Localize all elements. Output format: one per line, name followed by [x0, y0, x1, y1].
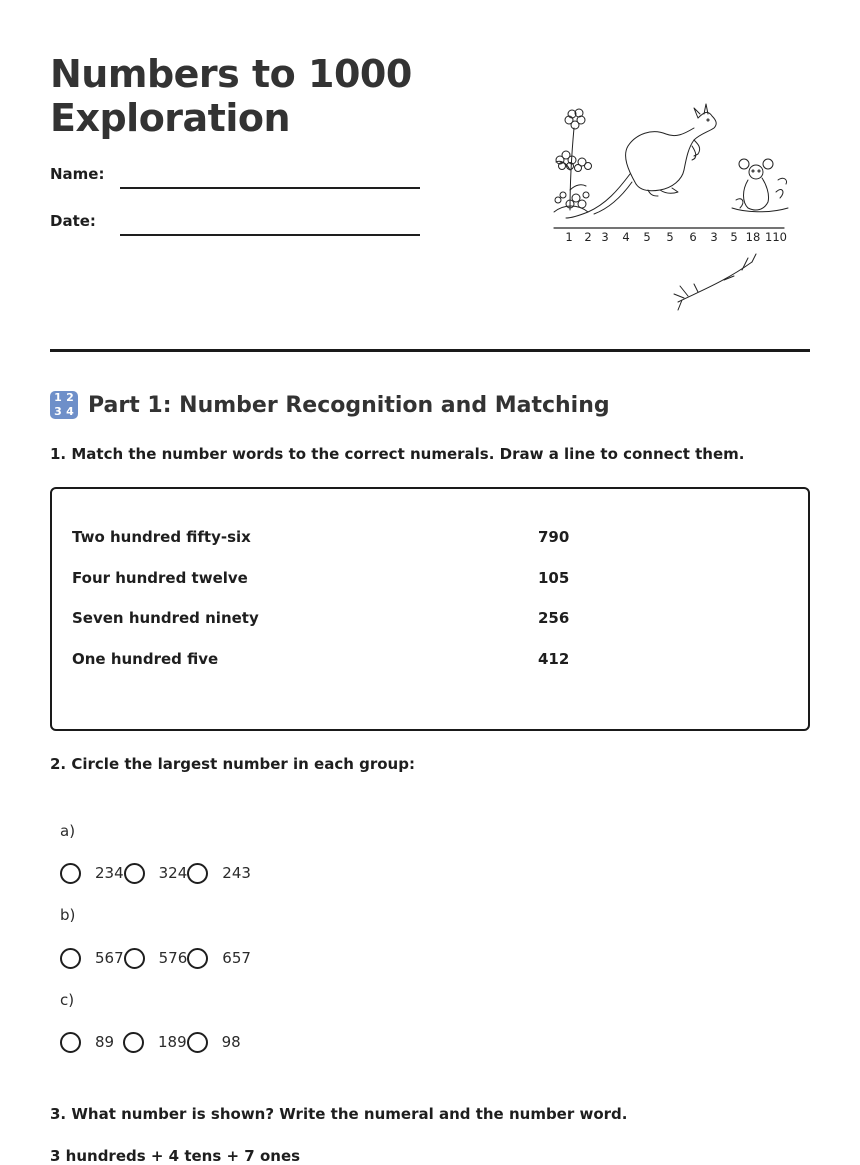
numbers-icon: 1 2 3 4 — [50, 391, 78, 419]
numberline-label: 5 — [666, 230, 674, 244]
number-word[interactable]: One hundred five — [72, 650, 219, 668]
circle-choice-icon[interactable] — [187, 948, 208, 969]
option[interactable]: 189 — [123, 1032, 187, 1053]
part1-heading-text: Part 1: Number Recognition and Matching — [88, 392, 610, 418]
numberline-label: 2 — [584, 230, 592, 244]
options-group-a — [60, 860, 267, 886]
name-field-line[interactable] — [120, 187, 420, 189]
circle-choice-icon[interactable] — [60, 1032, 81, 1053]
kangaroo-numberline-illustration — [548, 100, 798, 315]
matching-box — [50, 487, 810, 731]
group-label-a: a) — [60, 822, 76, 840]
header-divider — [50, 349, 810, 352]
number-word[interactable]: Four hundred twelve — [72, 569, 248, 587]
circle-choice-icon[interactable] — [187, 863, 208, 884]
option[interactable]: 243 — [187, 863, 251, 884]
circle-choice-icon[interactable] — [60, 948, 81, 969]
option[interactable]: 576 — [124, 948, 188, 969]
numeral[interactable]: 412 — [538, 650, 570, 668]
match-row — [72, 569, 788, 591]
circle-choice-icon[interactable] — [124, 948, 145, 969]
option[interactable]: 98 — [187, 1032, 250, 1053]
numberline-label: 3 — [710, 230, 718, 244]
option[interactable]: 324 — [124, 863, 188, 884]
question-3-expression: 3 hundreds + 4 tens + 7 ones — [50, 1147, 301, 1165]
circle-choice-icon[interactable] — [187, 1032, 208, 1053]
group-label-b: b) — [60, 906, 76, 924]
title-line-1: Numbers to 1000 — [50, 52, 412, 96]
options-group-c — [60, 1029, 266, 1055]
numberline-label: 5 — [730, 230, 738, 244]
numberline-label: 3 — [601, 230, 609, 244]
circle-choice-icon[interactable] — [60, 863, 81, 884]
numberline-label: 5 — [643, 230, 651, 244]
numberline-label: 1 — [565, 230, 573, 244]
numberline-label: 18 — [745, 230, 761, 244]
circle-choice-icon[interactable] — [124, 863, 145, 884]
match-row — [72, 650, 788, 672]
worksheet-title — [50, 52, 412, 140]
question-2-prompt: 2. Circle the largest number in each group: — [50, 755, 415, 773]
circle-choice-icon[interactable] — [123, 1032, 144, 1053]
number-word[interactable]: Seven hundred ninety — [72, 609, 259, 627]
option[interactable]: 567 — [60, 948, 124, 969]
numeral[interactable]: 790 — [538, 528, 570, 546]
numberline-label: 6 — [689, 230, 697, 244]
question-3-prompt: 3. What number is shown? Write the numeral and the number word. — [50, 1105, 628, 1123]
number-word[interactable]: Two hundred fifty-six — [72, 528, 251, 546]
part1-heading — [50, 390, 610, 420]
numberline-label: 4 — [622, 230, 630, 244]
name-label: Name: — [50, 165, 105, 183]
numeral[interactable]: 105 — [538, 569, 570, 587]
question-1-prompt: 1. Match the number words to the correct numerals. Draw a line to connect them. — [50, 445, 745, 463]
option[interactable]: 234 — [60, 863, 124, 884]
match-row — [72, 528, 788, 550]
date-field-line[interactable] — [120, 234, 420, 236]
numeral[interactable]: 256 — [538, 609, 570, 627]
options-group-b — [60, 945, 267, 971]
match-row — [72, 609, 788, 631]
option[interactable]: 657 — [187, 948, 251, 969]
numberline-label: 110 — [765, 230, 787, 244]
title-line-2: Exploration — [50, 96, 291, 140]
group-label-c: c) — [60, 991, 75, 1009]
option[interactable]: 89 — [60, 1032, 123, 1053]
date-label: Date: — [50, 212, 96, 230]
